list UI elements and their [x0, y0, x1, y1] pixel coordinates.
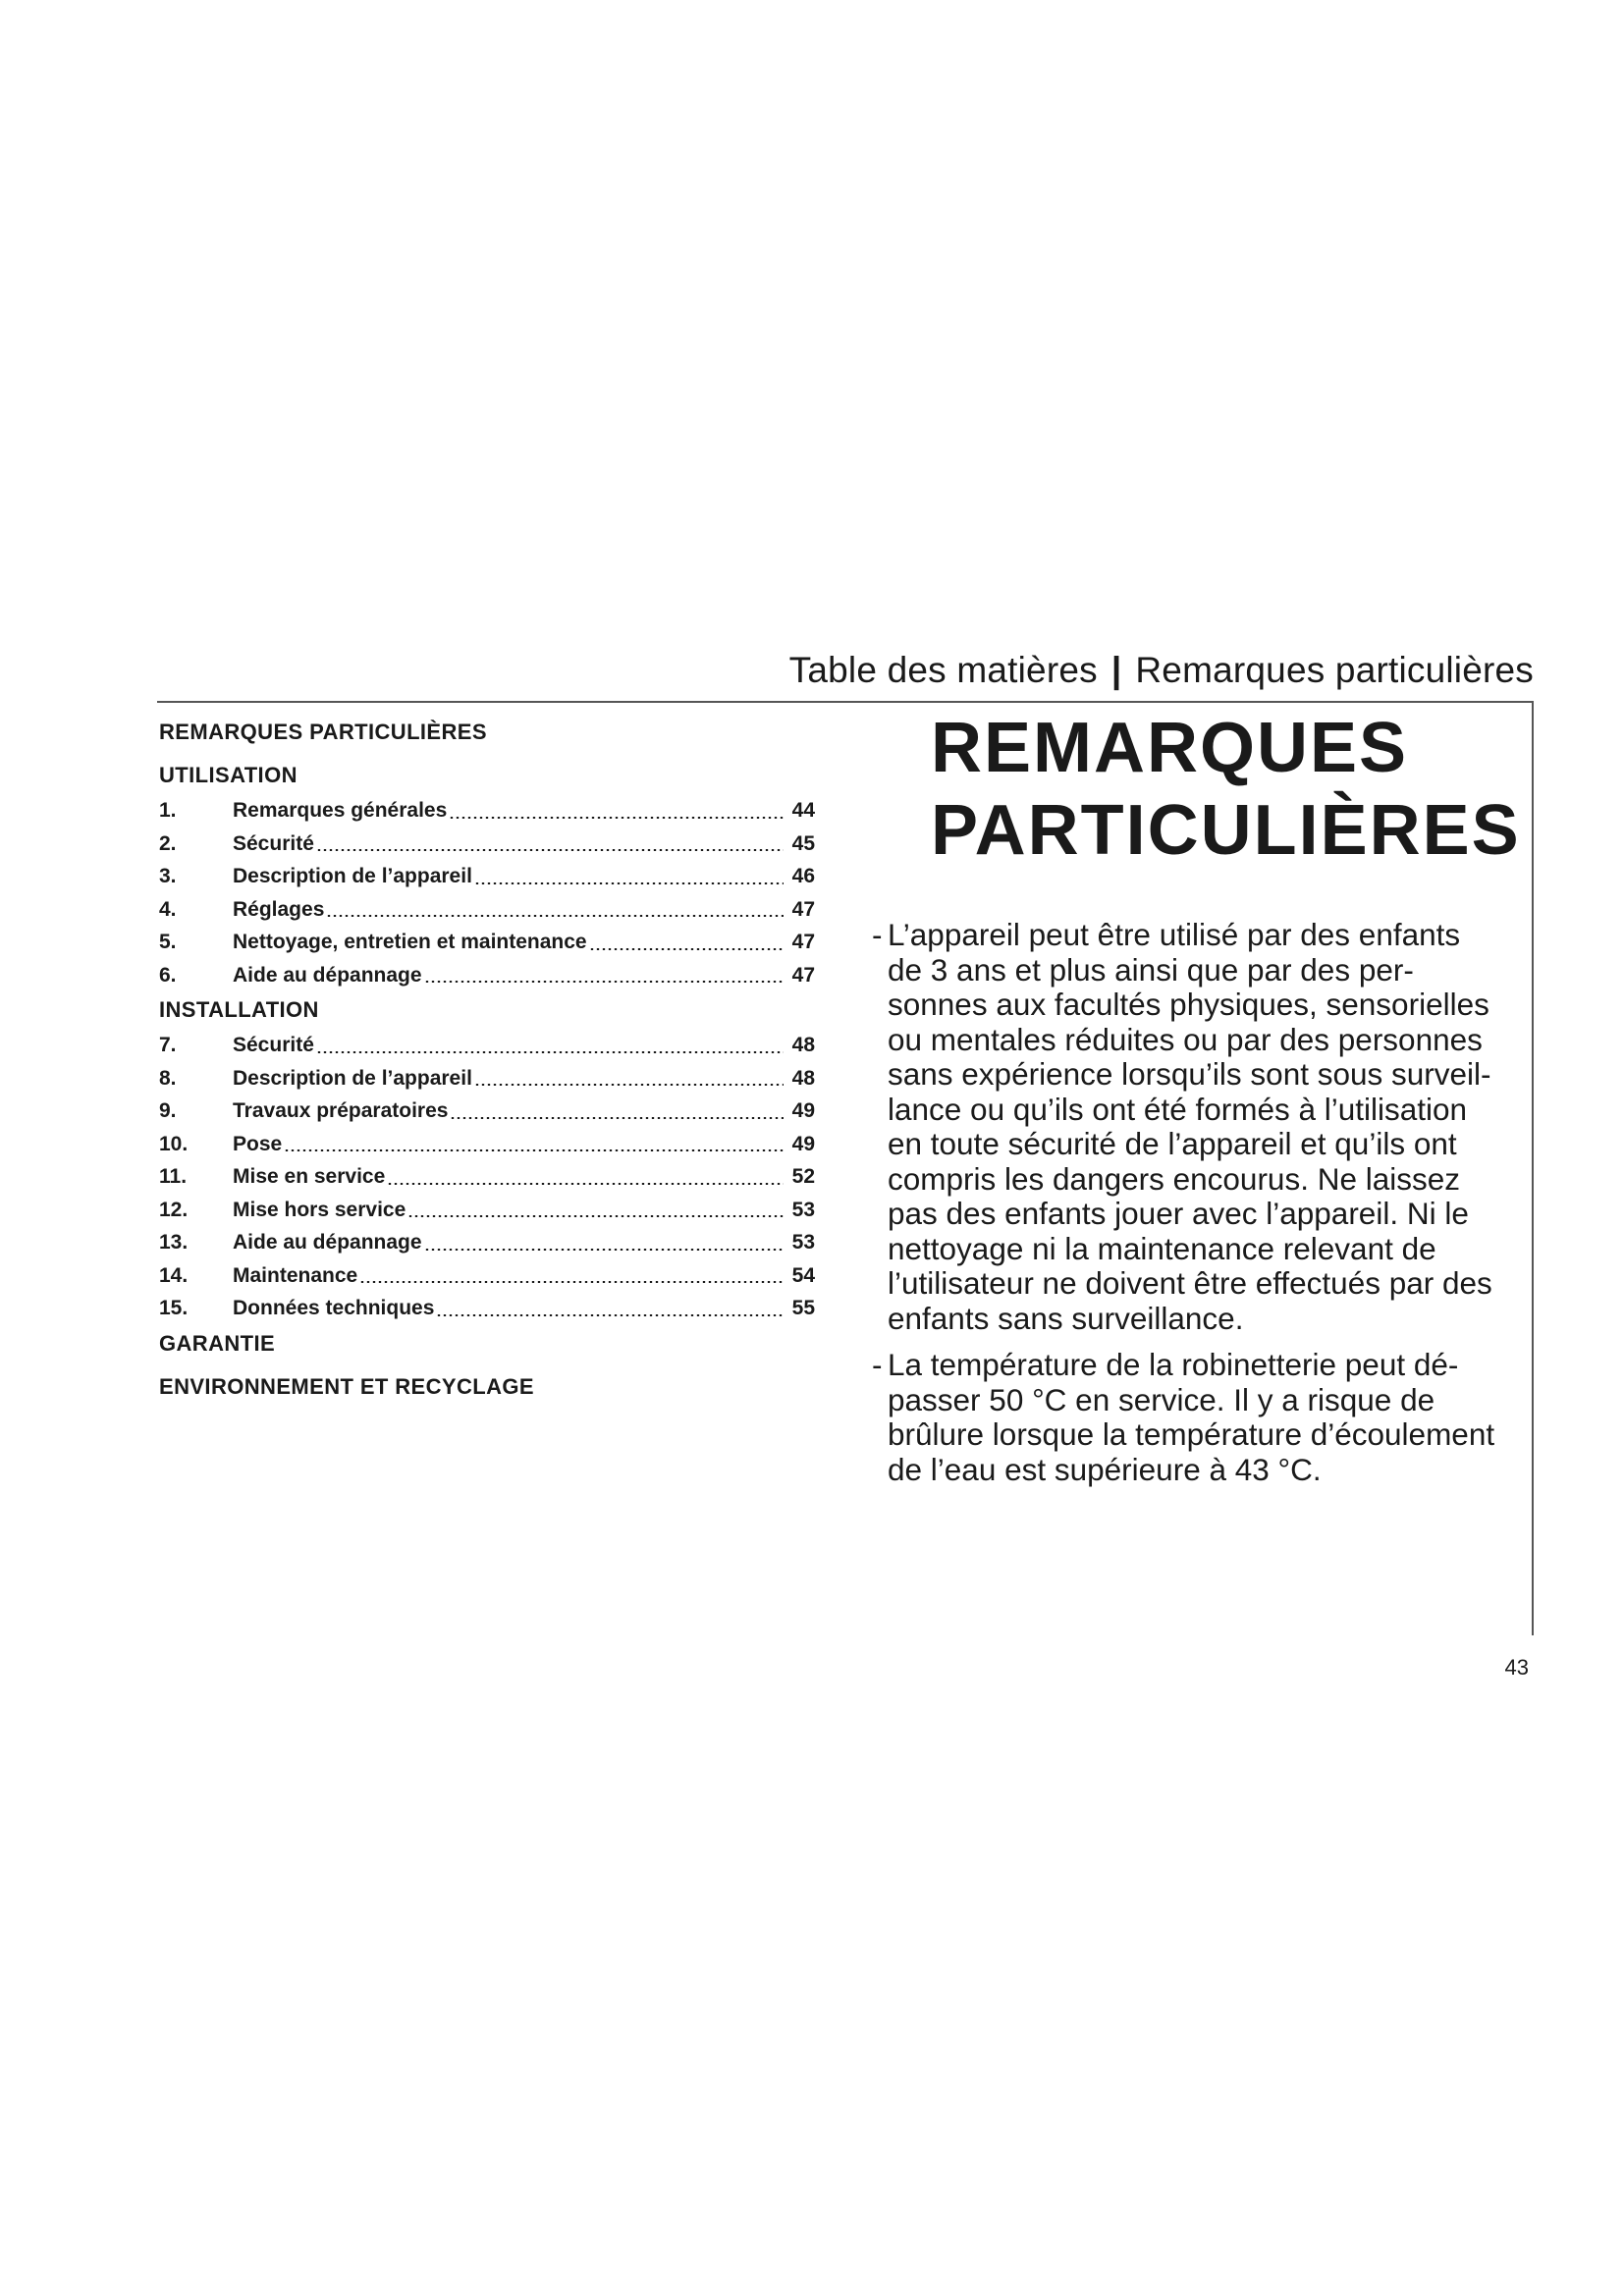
toc-entry-number: 1.	[159, 799, 177, 822]
paragraph-temperature-warning	[872, 1348, 1520, 1487]
toc-entry-page: 47	[791, 931, 815, 953]
toc-entry-number: 2.	[159, 831, 177, 855]
page-title	[931, 707, 1521, 872]
paragraph-children-safety	[872, 918, 1520, 1336]
bullet-dash: -	[872, 1347, 883, 1382]
toc-leader-dots	[316, 1051, 784, 1053]
toc-entry-page: 47	[791, 963, 815, 987]
text-line: enfants sans surveillance.	[888, 1300, 1244, 1336]
text-line: l’utilisateur ne doivent être effectués par des	[888, 1265, 1492, 1301]
toc-entry[interactable]	[159, 860, 815, 893]
toc-leader-dots	[316, 849, 784, 851]
toc-leader-dots	[359, 1281, 784, 1283]
toc-entry-page: 49	[791, 1099, 815, 1122]
toc-entry-page: 53	[791, 1231, 815, 1254]
toc-leader-dots	[449, 817, 784, 819]
text-line: de 3 ans et plus ainsi que par des per-	[888, 951, 1414, 988]
toc-entry-number: 12.	[159, 1198, 189, 1221]
toc-entry-title: Maintenance	[233, 1263, 358, 1287]
toc-entry[interactable]	[159, 1095, 815, 1128]
right-rule	[1532, 701, 1534, 1635]
text-line: L’appareil peut être utilisé par des enfants	[888, 917, 1461, 952]
toc-entry-title: Mise en service	[233, 1165, 386, 1188]
toc-entry-title: Description de l’appareil	[233, 865, 472, 887]
toc-entry-title: Sécurité	[233, 1034, 314, 1056]
text-line: en toute sécurité de l’appareil et qu’ils ont	[888, 1126, 1457, 1161]
text-line: brûlure lorsque la température d’écoulement	[888, 1416, 1495, 1452]
toc-entry-page: 46	[791, 865, 815, 887]
toc-entry[interactable]	[159, 1160, 815, 1194]
toc-leader-dots	[326, 915, 784, 917]
toc-entry-page: 54	[791, 1263, 815, 1287]
toc-leader-dots	[407, 1215, 784, 1217]
paragraph-text	[888, 1348, 1520, 1487]
toc-entry-page: 48	[791, 1034, 815, 1056]
toc-entry-page: 53	[791, 1198, 815, 1221]
toc-entry-number: 3.	[159, 865, 177, 887]
toc-entry-number: 4.	[159, 897, 177, 921]
toc-entry-number: 6.	[159, 963, 177, 987]
toc-entry-title: Réglages	[233, 897, 325, 921]
header-left: Table des matières	[788, 650, 1098, 690]
toc-entry-page: 48	[791, 1066, 815, 1090]
toc-section-garantie: GARANTIE	[159, 1330, 276, 1356]
toc-section-utilisation: UTILISATION	[159, 763, 298, 787]
toc-entry[interactable]	[159, 794, 815, 828]
toc-leader-dots	[589, 948, 784, 950]
text-line: La température de la robinetterie peut dé-	[888, 1347, 1459, 1382]
toc-entry-title: Travaux préparatoires	[233, 1099, 449, 1122]
toc-entry[interactable]	[159, 1226, 815, 1259]
bullet-dash: -	[872, 917, 883, 952]
toc-entry-title: Pose	[233, 1132, 283, 1155]
toc-entry-number: 7.	[159, 1034, 177, 1056]
toc-section-environnement: ENVIRONNEMENT ET RECYCLAGE	[159, 1373, 534, 1399]
text-line: pas des enfants jouer avec l’appareil. Ni le	[888, 1196, 1469, 1231]
toc-section-installation: INSTALLATION	[159, 997, 319, 1022]
text-line: lance ou qu’ils ont été formés à l’utilisation	[888, 1091, 1468, 1127]
toc-entry-page: 44	[791, 799, 815, 822]
toc-entry-title: Remarques générales	[233, 799, 448, 822]
toc-entry[interactable]	[159, 828, 815, 861]
toc-heading: REMARQUES PARTICULIÈRES	[159, 720, 487, 744]
toc-entry-number: 13.	[159, 1231, 189, 1254]
toc-entry-number: 10.	[159, 1132, 189, 1155]
toc-entry-number: 9.	[159, 1099, 177, 1122]
toc-leader-dots	[387, 1183, 784, 1185]
text-line: ou mentales réduites ou par des personnes	[888, 1021, 1483, 1057]
toc-leader-dots	[474, 1084, 784, 1086]
toc-entry[interactable]	[159, 926, 815, 959]
toc-entry[interactable]	[159, 1128, 815, 1161]
toc-entry-number: 8.	[159, 1066, 177, 1090]
page-title-line: REMARQUES	[931, 709, 1409, 787]
page-number: 43	[1504, 1655, 1529, 1680]
toc-entry-title: Mise hors service	[233, 1198, 406, 1221]
text-line: de l’eau est supérieure à 43 °C.	[888, 1451, 1322, 1487]
header-rule	[157, 701, 1534, 703]
text-line: sonnes aux facultés physiques, sensorielles	[888, 987, 1489, 1022]
toc-leader-dots	[474, 882, 784, 884]
text-line: passer 50 °C en service. Il y a risque de	[888, 1381, 1435, 1417]
toc-entry[interactable]	[159, 1194, 815, 1227]
toc-entry-page: 47	[791, 897, 815, 921]
toc-entry-number: 15.	[159, 1297, 189, 1319]
toc-entry-page: 55	[791, 1297, 815, 1319]
toc-entry-number: 11.	[159, 1165, 188, 1188]
toc-leader-dots	[424, 981, 784, 983]
toc-entry-title: Description de l’appareil	[233, 1066, 472, 1090]
toc-entry-title: Aide au dépannage	[233, 963, 422, 987]
table-of-contents	[159, 714, 815, 1406]
toc-leader-dots	[450, 1117, 784, 1119]
toc-entry-number: 14.	[159, 1263, 189, 1287]
toc-entry-title: Nettoyage, entretien et maintenance	[233, 931, 587, 953]
toc-leader-dots	[424, 1249, 784, 1251]
text-line: sans expérience lorsqu’ils sont sous surveil-	[888, 1056, 1491, 1092]
paragraph-text	[888, 918, 1520, 1336]
toc-entry-page: 45	[791, 831, 815, 855]
toc-entry[interactable]	[159, 1259, 815, 1293]
body-text	[872, 918, 1520, 1499]
toc-entry-page: 52	[791, 1165, 815, 1188]
header-right: Remarques particulières	[1135, 650, 1534, 690]
toc-entry[interactable]	[159, 1062, 815, 1095]
toc-entry[interactable]	[159, 1029, 815, 1062]
toc-entry-title: Aide au dépannage	[233, 1231, 422, 1254]
toc-entry[interactable]	[159, 959, 815, 992]
toc-entry[interactable]	[159, 1292, 815, 1325]
toc-entry-title: Sécurité	[233, 831, 314, 855]
toc-leader-dots	[284, 1149, 784, 1151]
page-header	[789, 650, 1534, 691]
toc-entry[interactable]	[159, 893, 815, 927]
toc-entry-number: 5.	[159, 931, 177, 953]
header-separator: |	[1110, 650, 1122, 690]
toc-leader-dots	[436, 1314, 784, 1316]
text-line: nettoyage ni la maintenance relevant de	[888, 1230, 1436, 1266]
toc-entry-page: 49	[791, 1132, 815, 1155]
toc-entry-title: Données techniques	[233, 1297, 435, 1319]
page-title-line: PARTICULIÈRES	[931, 791, 1521, 870]
text-line: compris les dangers encourus. Ne laissez	[888, 1160, 1461, 1197]
